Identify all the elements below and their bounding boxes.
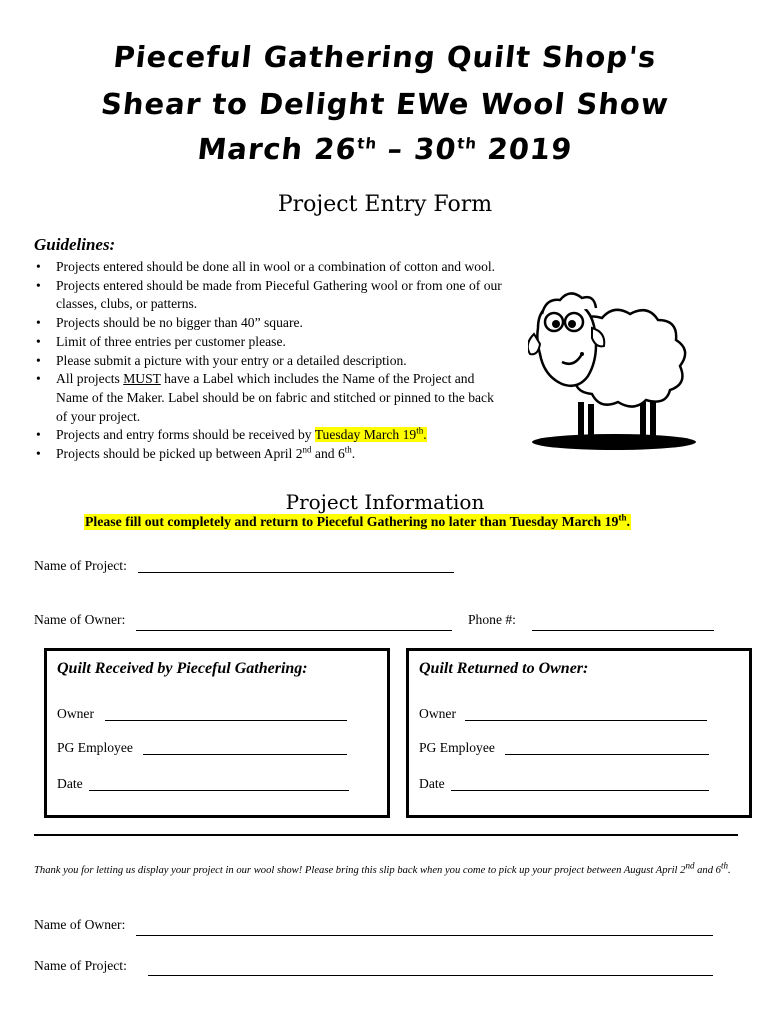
owner-name-field[interactable] [136,630,452,631]
owner-name-label: Name of Owner: [34,612,126,627]
guideline-text: Projects should be picked up between April 2 [56,446,303,462]
guideline-text: . [351,446,356,462]
received-employee-field[interactable] [143,754,347,755]
received-employee-label: PG Employee [57,740,133,755]
pickup-sup-1: nd [302,444,312,455]
dates-start: March 26 [195,132,359,166]
returned-owner-label: Owner [419,706,456,721]
slip-owner-label: Name of Owner: [34,917,126,932]
thank-you-sup-2: th [720,860,728,871]
deadline-end: . [423,427,427,443]
thank-you-sup-1: nd [685,860,695,871]
guideline-item: • Limit of three entries per customer please. [34,333,504,352]
deadline-sup: th [416,425,424,436]
form-title: Project Entry Form [277,192,493,217]
pickup-sup-2: th [344,444,352,455]
guideline-text: have a Label which includes the Name of the Project and Name of the Maker. Label should be on fabric and stitched or pinned to the back of your project. [56,371,494,424]
slip-owner-field[interactable] [136,935,713,936]
dates-sup-1: th [356,134,379,153]
returned-date-label: Date [419,776,445,791]
guideline-item: • Projects should be no bigger than 40” square. [34,314,504,333]
guideline-text: and 6 [311,446,345,462]
quilt-returned-box [406,648,752,818]
project-info-heading: Project Information [285,490,485,514]
project-name-field[interactable] [138,572,454,573]
project-name-label: Name of Project: [34,558,127,573]
slip-project-field[interactable] [148,975,713,976]
quilt-received-title: Quilt Received by Pieceful Gathering: [57,660,308,677]
dates-end: – 30 [374,132,459,166]
returned-employee-field[interactable] [505,754,709,755]
guideline-text: All projects [56,371,124,387]
phone-label: Phone #: [468,612,516,627]
thank-you-text: Thank you for letting us display your project in our wool show! Please bring this slip back when you come to pick up your project between August April 2 [34,865,686,876]
header-line-show-name: Shear to Delight EWe Wool Show [99,87,671,121]
guideline-must: MUST [123,371,161,387]
slip-project-label: Name of Project: [34,958,127,973]
thank-you-text: and 6 [694,865,721,876]
quilt-returned-title: Quilt Returned to Owner: [419,660,589,677]
guideline-item-pickup [34,445,504,464]
guideline-item-label [34,370,504,426]
deadline-highlight [315,427,427,442]
received-owner-label: Owner [57,706,94,721]
guidelines-heading: Guidelines: [34,235,116,254]
deadline-date: Tuesday March 19 [314,427,417,443]
received-owner-field[interactable] [105,720,347,721]
slip-divider [34,834,738,836]
thank-you-text: . [727,865,731,876]
guideline-item: • Please submit a picture with your entry or a detailed description. [34,352,504,371]
guideline-item-deadline [34,426,504,445]
header-line-dates [0,132,770,166]
instruction-sup: th [618,512,627,523]
returned-date-field[interactable] [451,790,709,791]
guideline-text: Projects and entry forms should be received by [56,427,315,443]
returned-employee-label: PG Employee [419,740,495,755]
guidelines-list [34,258,504,464]
phone-field[interactable] [532,630,714,631]
received-date-field[interactable] [89,790,349,791]
instruction-end: . [626,514,630,529]
returned-owner-field[interactable] [465,720,707,721]
received-date-label: Date [57,776,83,791]
dates-sup-2: th [456,134,479,153]
dates-year: 2019 [474,132,575,166]
sheep-illustration [528,284,700,452]
project-info-instruction [84,514,631,530]
instruction-text: Please fill out completely and return to Pieceful Gathering no later than Tuesday March 19 [85,514,619,529]
thank-you-note [34,860,744,878]
guideline-item: • Projects entered should be made from Pieceful Gathering wool or from one of our classes, clubs, or patterns. [34,277,504,314]
quilt-received-box [44,648,390,818]
guideline-item: • Projects entered should be done all in wool or a combination of cotton and wool. [34,258,504,277]
header-line-shop-name: Pieceful Gathering Quilt Shop's [111,40,659,74]
